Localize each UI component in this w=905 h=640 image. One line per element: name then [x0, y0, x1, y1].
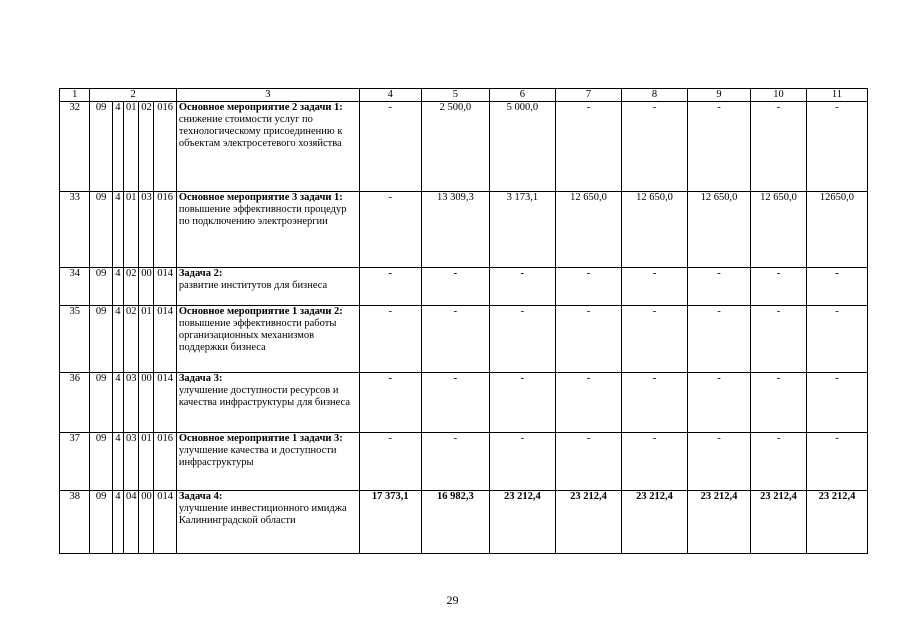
code-cell: 014	[154, 491, 176, 554]
description-cell	[176, 306, 359, 373]
code-cell: 016	[154, 433, 176, 491]
code-cell: 09	[90, 306, 112, 373]
code-cell: 09	[90, 373, 112, 433]
value-cell: 17 373,1	[359, 491, 421, 554]
value-cell: 3 173,1	[489, 192, 555, 268]
value-cell: -	[555, 306, 621, 373]
value-cell: -	[751, 373, 807, 433]
header-cell: 4	[359, 89, 421, 102]
header-cell: 1	[60, 89, 90, 102]
value-cell: 2 500,0	[421, 102, 489, 192]
table-row	[60, 433, 868, 491]
value-cell: -	[751, 102, 807, 192]
description-text: улучшение доступности ресурсов и качества инфраструктуры для бизнеса	[178, 385, 351, 408]
value-cell: 23 212,4	[751, 491, 807, 554]
header-cell: 5	[421, 89, 489, 102]
description-title: Основное мероприятие 2 задачи 1:	[178, 102, 343, 113]
value-cell: -	[555, 373, 621, 433]
row-number: 35	[60, 306, 90, 373]
value-cell: -	[421, 268, 489, 306]
value-cell: -	[421, 373, 489, 433]
value-cell: -	[489, 373, 555, 433]
description-text: развитие институтов для бизнеса	[178, 280, 328, 291]
header-cell: 10	[751, 89, 807, 102]
value-cell: -	[555, 433, 621, 491]
value-cell: -	[621, 433, 687, 491]
table-row	[60, 306, 868, 373]
table-header-row	[60, 89, 868, 102]
budget-table	[59, 88, 868, 554]
header-cell: 6	[489, 89, 555, 102]
code-cell: 02	[124, 306, 139, 373]
code-cell: 02	[139, 102, 154, 192]
page-number: 29	[446, 593, 459, 607]
value-cell: 23 212,4	[621, 491, 687, 554]
value-cell: -	[688, 306, 751, 373]
value-cell: 13 309,3	[421, 192, 489, 268]
description-text: улучшение инвестиционного имиджа Калининградской области	[178, 503, 347, 526]
value-cell: -	[359, 433, 421, 491]
value-cell: -	[421, 433, 489, 491]
description-title: Задача 3:	[178, 373, 223, 384]
value-cell: -	[621, 306, 687, 373]
description-cell	[176, 433, 359, 491]
value-cell: -	[688, 102, 751, 192]
value-cell: -	[806, 373, 867, 433]
code-cell: 4	[112, 192, 123, 268]
code-cell: 014	[154, 373, 176, 433]
code-cell: 09	[90, 102, 112, 192]
code-cell: 01	[139, 433, 154, 491]
value-cell: -	[555, 268, 621, 306]
code-cell: 4	[112, 373, 123, 433]
code-cell: 014	[154, 306, 176, 373]
value-cell: -	[359, 306, 421, 373]
description-text: улучшение качества и доступности инфраструктуры	[178, 445, 337, 468]
description-text: повышение эффективности процедур по подключению электроэнергии	[178, 204, 347, 227]
description-cell	[176, 192, 359, 268]
value-cell: 16 982,3	[421, 491, 489, 554]
value-cell: -	[489, 306, 555, 373]
value-cell: -	[359, 268, 421, 306]
code-cell: 03	[124, 433, 139, 491]
code-cell: 01	[124, 102, 139, 192]
description-cell	[176, 491, 359, 554]
value-cell: -	[359, 102, 421, 192]
value-cell: -	[806, 433, 867, 491]
code-cell: 00	[139, 268, 154, 306]
value-cell: -	[751, 433, 807, 491]
code-cell: 09	[90, 433, 112, 491]
value-cell: 12 650,0	[621, 192, 687, 268]
code-cell: 014	[154, 268, 176, 306]
description-title: Основное мероприятие 1 задачи 2:	[178, 306, 343, 317]
value-cell: -	[555, 102, 621, 192]
description-title: Задача 2:	[178, 268, 223, 279]
header-cell: 3	[176, 89, 359, 102]
header-cell: 7	[555, 89, 621, 102]
value-cell: -	[688, 373, 751, 433]
header-cell: 11	[806, 89, 867, 102]
code-cell: 4	[112, 268, 123, 306]
value-cell: 23 212,4	[806, 491, 867, 554]
code-cell: 09	[90, 491, 112, 554]
code-cell: 03	[139, 192, 154, 268]
code-cell: 00	[139, 491, 154, 554]
code-cell: 4	[112, 433, 123, 491]
code-cell: 016	[154, 102, 176, 192]
code-cell: 09	[90, 192, 112, 268]
row-number: 36	[60, 373, 90, 433]
table-row	[60, 192, 868, 268]
table-row	[60, 491, 868, 554]
description-text: повышение эффективности работы организационных механизмов поддержки бизнеса	[178, 318, 337, 353]
code-cell: 01	[139, 306, 154, 373]
value-cell: 12 650,0	[751, 192, 807, 268]
code-cell: 04	[124, 491, 139, 554]
value-cell: -	[359, 373, 421, 433]
description-title: Задача 4:	[178, 491, 223, 502]
value-cell: -	[621, 268, 687, 306]
code-cell: 4	[112, 491, 123, 554]
value-cell: 23 212,4	[688, 491, 751, 554]
row-number: 38	[60, 491, 90, 554]
value-cell: 23 212,4	[489, 491, 555, 554]
code-cell: 00	[139, 373, 154, 433]
value-cell: -	[359, 192, 421, 268]
value-cell: -	[621, 102, 687, 192]
table-row	[60, 268, 868, 306]
code-cell: 4	[112, 306, 123, 373]
value-cell: 12650,0	[806, 192, 867, 268]
description-title: Основное мероприятие 3 задачи 1:	[178, 192, 343, 203]
code-cell: 01	[124, 192, 139, 268]
table-row	[60, 102, 868, 192]
row-number: 34	[60, 268, 90, 306]
code-cell: 4	[112, 102, 123, 192]
code-cell: 09	[90, 268, 112, 306]
table-row	[60, 373, 868, 433]
value-cell: -	[621, 373, 687, 433]
value-cell: 12 650,0	[555, 192, 621, 268]
header-cell: 2	[90, 89, 176, 102]
code-cell: 02	[124, 268, 139, 306]
description-cell	[176, 373, 359, 433]
value-cell: -	[489, 433, 555, 491]
description-text: снижение стоимости услуг по технологическому присоединению к объектам электросетевого хозяйства	[178, 114, 343, 149]
description-cell	[176, 268, 359, 306]
description-cell	[176, 102, 359, 192]
value-cell: 23 212,4	[555, 491, 621, 554]
header-cell: 9	[688, 89, 751, 102]
value-cell: -	[806, 102, 867, 192]
value-cell: -	[806, 306, 867, 373]
value-cell: -	[751, 268, 807, 306]
row-number: 33	[60, 192, 90, 268]
header-cell: 8	[621, 89, 687, 102]
value-cell: -	[688, 268, 751, 306]
code-cell: 03	[124, 373, 139, 433]
value-cell: -	[688, 433, 751, 491]
value-cell: 5 000,0	[489, 102, 555, 192]
description-title: Основное мероприятие 1 задачи 3:	[178, 433, 343, 444]
value-cell: 12 650,0	[688, 192, 751, 268]
value-cell: -	[751, 306, 807, 373]
row-number: 32	[60, 102, 90, 192]
value-cell: -	[806, 268, 867, 306]
value-cell: -	[421, 306, 489, 373]
code-cell: 016	[154, 192, 176, 268]
value-cell: -	[489, 268, 555, 306]
row-number: 37	[60, 433, 90, 491]
